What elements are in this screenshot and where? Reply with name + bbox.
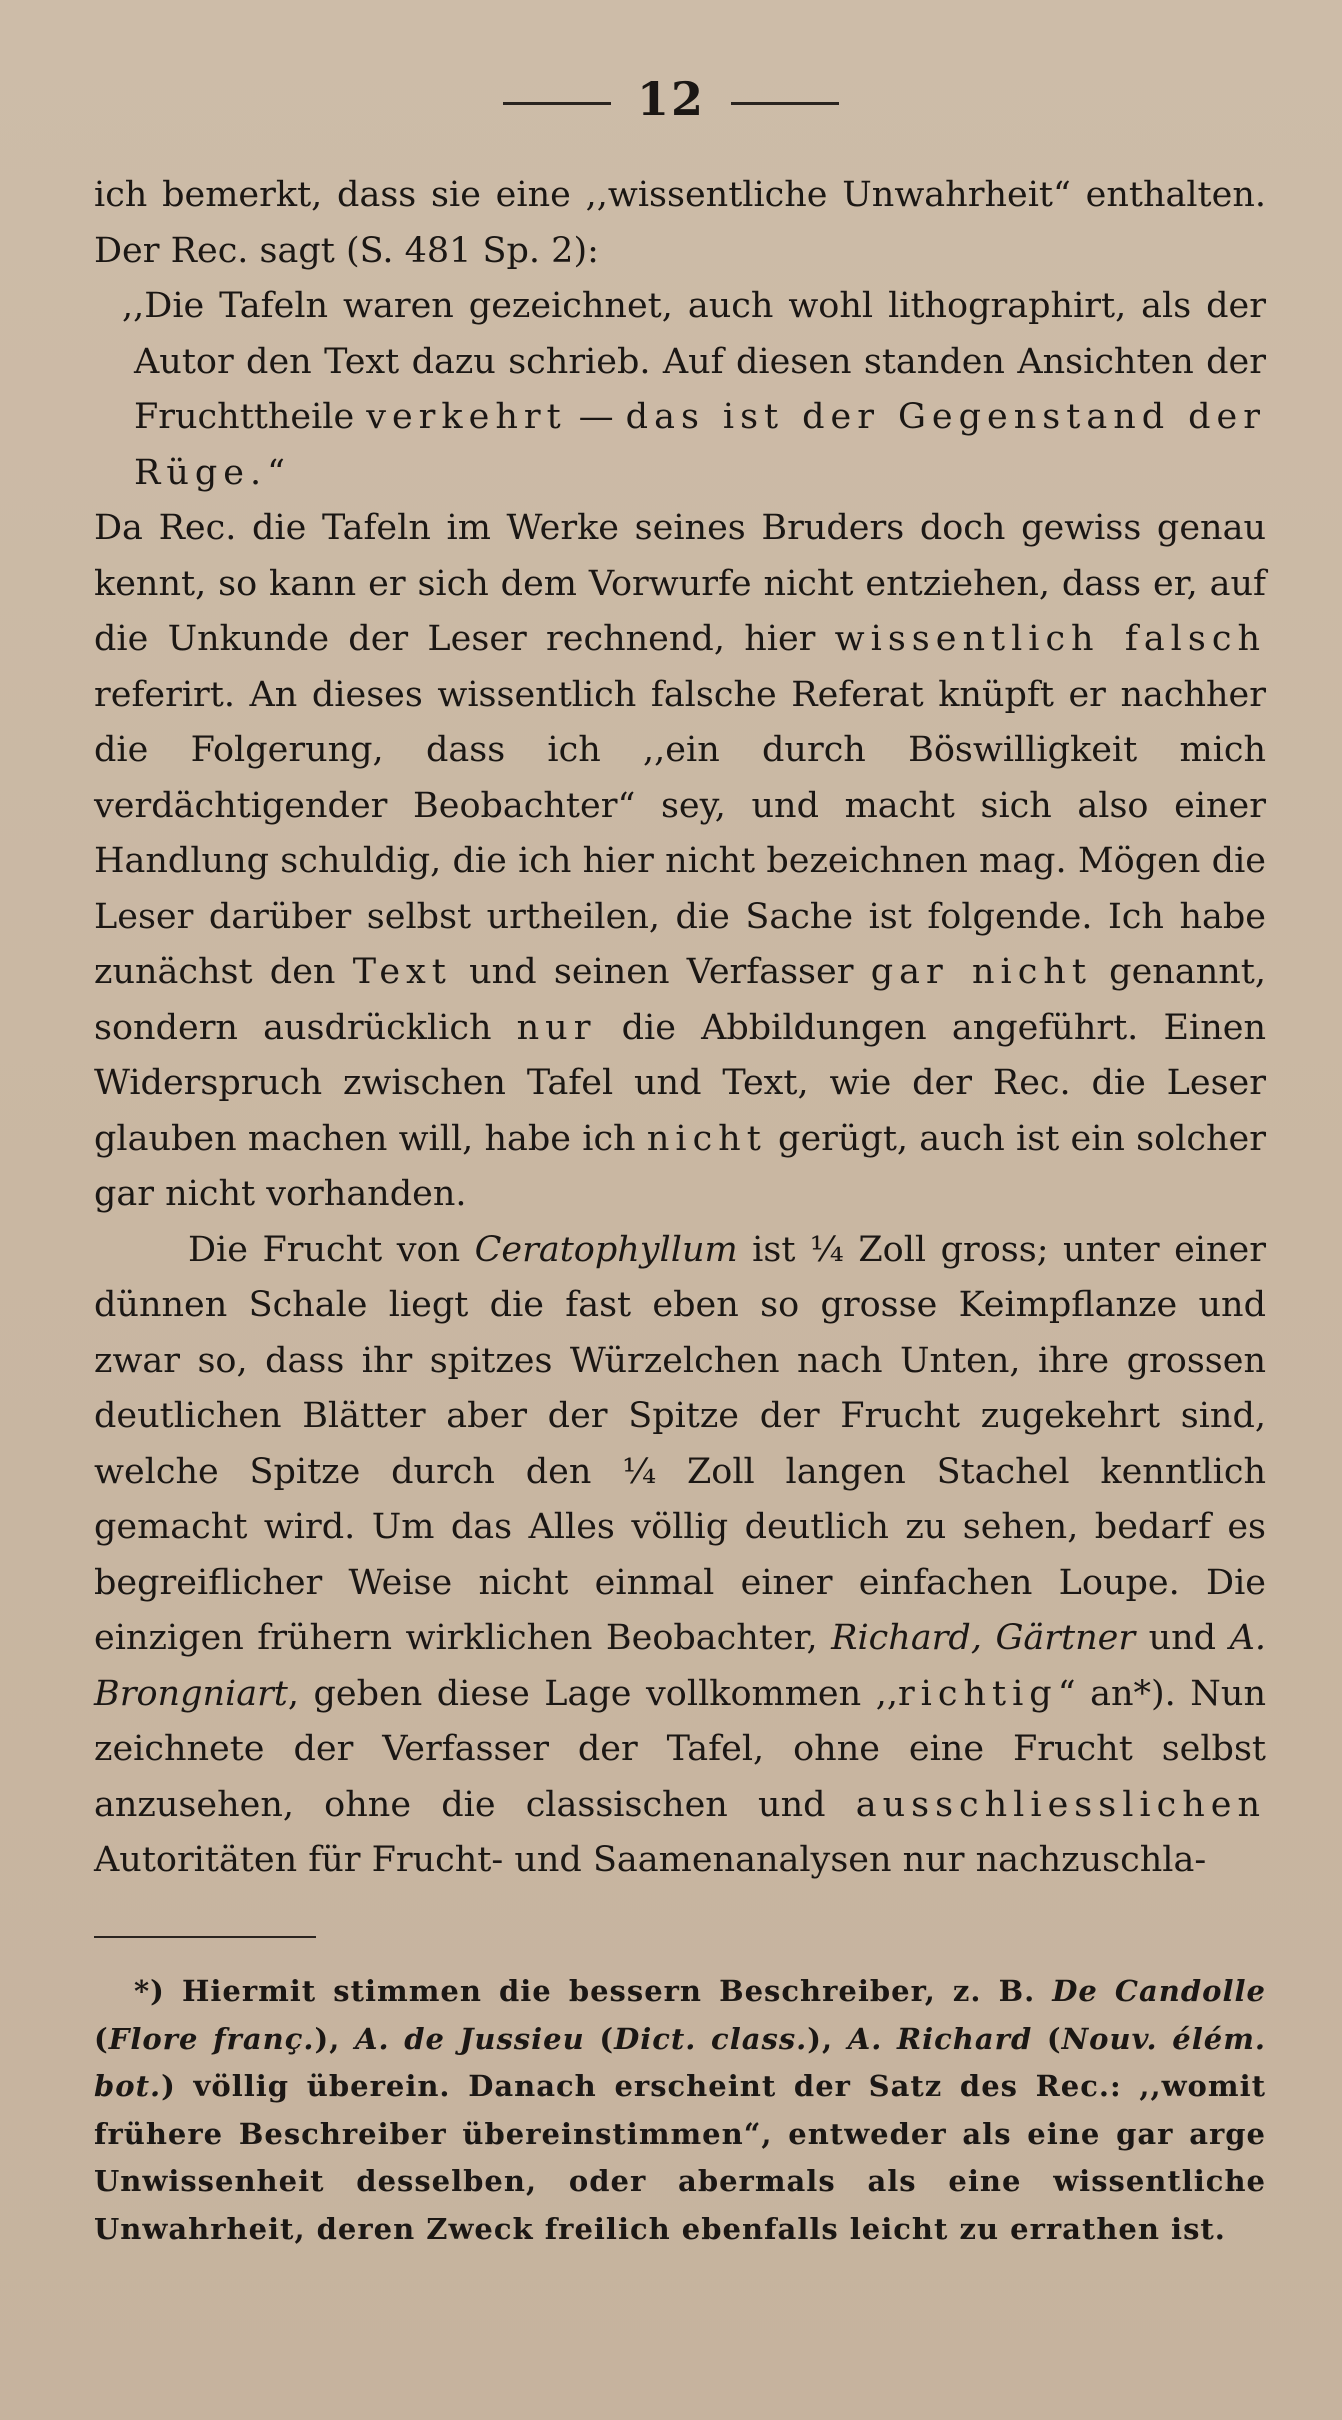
emphasis-text: nur — [516, 1007, 597, 1048]
emphasis-text: verkehrt — [366, 397, 567, 437]
paragraph-1: ich bemerkt, dass sie eine ,,wissentliche Unwahrheit“ enthalten. Der Rec. sagt (S. 481 Sp. 2): — [94, 175, 1266, 271]
header-left-dash — [503, 102, 611, 105]
emphasis-text: gar nicht — [870, 952, 1092, 992]
footnote-text: *) Hiermit stimmen die bessern Beschreiber, z. B. De Candolle (Flore franç.), A. de Jussieu (Dict. class.), A. Richard (Nouv. élém. bot.) völlig überein. Danach erscheint der Satz des Rec.: ,,womit frühere Beschreiber übereinstimmen“, entweder als eine gar arge Unwissenheit desselben, oder abermals als eine wissentliche Unwahrheit, deren Zweck freilich ebenfalls leicht zu errathen ist. — [94, 1974, 1266, 2246]
emphasis-text: wissentlich falsch — [834, 619, 1266, 659]
footnote — [94, 1968, 1266, 2253]
emphasis-text: das ist der Gegenstand der Rüge.“ — [134, 397, 1266, 493]
footnote-separator — [94, 1936, 316, 1938]
emphasis-text: ausschliesslichen — [855, 1784, 1266, 1825]
header-right-dash — [731, 102, 839, 105]
emphasis-text: nicht — [646, 1118, 767, 1159]
paragraph-2: Da Rec. die Tafeln im Werke seines Bruders doch gewiss genau kennt, so kann er sich dem Vorwurfe nicht entziehen, dass er, auf die Unkunde der Leser rechnend, hier wissentlich falsch referirt. An dieses wissentlich falsche Referat knüpft er nachher die Folgerung, dass ich ,,ein durch Böswilligkeit mich verdächtigender Beobachter“ sey, und macht sich also einer Handlung schuldig, die ich hier nicht bezeichnen mag. Mögen die Leser darüber selbst urtheilen, die Sache ist folgende. Ich habe zunächst den Text und seinen Verfasser gar nicht genannt, sondern ausdrücklich nur die Abbildungen angeführt. Einen Widerspruch zwischen Tafel und Text, wie der Rec. die Leser glauben machen will, habe ich nicht gerügt, auch ist ein solcher gar nicht vorhanden. — [94, 508, 1266, 1214]
paragraph-3: Die Frucht von Ceratophyllum ist ¼ Zoll gross; unter einer dünnen Schale liegt die fast eben so grosse Keimpflanze und zwar so, dass ihr spitzes Würzelchen nach Unten, ihre grossen deutlichen Blätter aber der Spitze der Frucht zugekehrt sind, welche Spitze durch den ¼ Zoll langen Stachel kenntlich gemacht wird. Um das Alles völlig deutlich zu sehen, bedarf es begreiflicher Weise nicht einmal einer einfachen Loupe. Die einzigen frühern wirklichen Beobachter, Richard, Gärtner und A. Brongniart, geben diese Lage vollkommen ,,richtig“ an*). Nun zeichnete der Verfasser der Tafel, ohne eine Frucht selbst anzusehen, ohne die classischen und ausschliesslichen Autoritäten für Frucht- und Saamenanalysen nur nachzuschla- — [94, 1229, 1267, 1880]
quoted-passage: ,,Die Tafeln waren gezeichnet, auch wohl lithographirt, als der Autor den Text dazu schrieb. Auf diesen standen Ansichten der Fruchttheile verkehrt — das ist der Gegenstand der Rüge.“ — [122, 286, 1266, 493]
page-number: 12 — [636, 72, 705, 126]
emphasis-text: richtig — [897, 1673, 1058, 1714]
species-name: Ceratophyllum — [474, 1229, 738, 1270]
author-name: A. Brongniart — [94, 1618, 1266, 1714]
author-names: Richard, Gärtner — [831, 1618, 1136, 1658]
emphasis-text: Text — [352, 952, 452, 992]
main-text — [94, 168, 1266, 1889]
page-header — [0, 72, 1342, 126]
